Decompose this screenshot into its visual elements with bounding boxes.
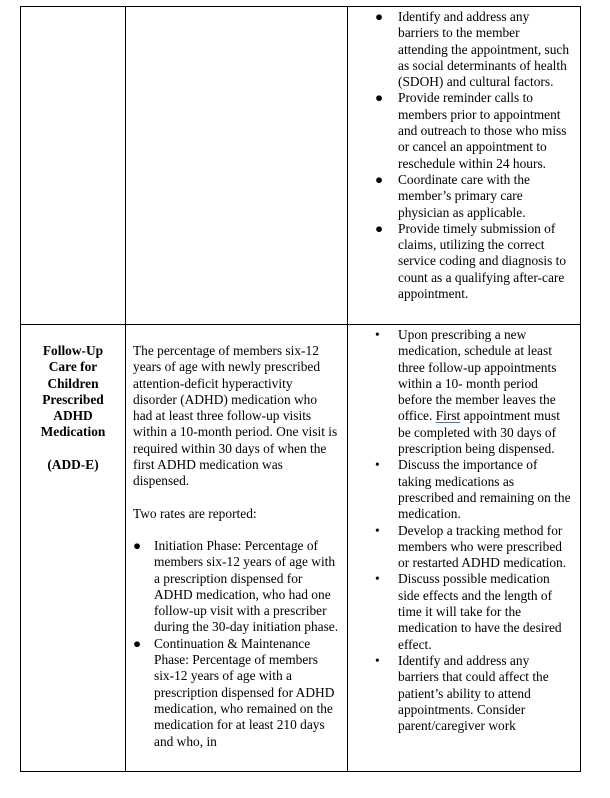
list-item: • Discuss possible medication side effects and the length of time it will take for the medication to have the desired effect. (375, 571, 562, 652)
rates-intro: Two rates are reported: (133, 505, 257, 521)
measure-name-cell (21, 325, 126, 772)
measure-name-line: ADHD (53, 408, 93, 424)
description-cell-empty (126, 7, 348, 325)
measure-cell-empty (21, 7, 126, 325)
measure-name-line: Medication (40, 424, 106, 440)
measure-abbreviation: (ADD-E) (47, 456, 99, 472)
measure-name-line: Prescribed (42, 391, 104, 407)
measure-description: The percentage of members six-12 years of age with newly prescribed attention-deficit hyperactivity disorder (ADHD) medication who had at least three follow-up visits within a 10-month period. One visit is required within 30 days of when the first ADHD medication was dispensed. (133, 343, 338, 489)
recommendations-list (375, 9, 572, 302)
list-item: ● Coordinate care with the member’s primary care physician as applicable. (375, 171, 530, 220)
list-item: • Discuss the importance of taking medications as prescribed and remaining on the medication. (375, 457, 571, 522)
list-item: ● Provide reminder calls to members prior to appointment and outreach to those who miss or cancel an appointment to reschedule within 24 hours. (375, 90, 567, 171)
measure-name-line: Care for (48, 359, 98, 375)
recommendations-list (375, 327, 572, 734)
table-row (21, 325, 581, 772)
hedis-measures-table (20, 6, 581, 772)
list-item: • Develop a tracking method for members who were prescribed or restarted ADHD medication. (375, 522, 567, 571)
list-item: ● Identify and address any barriers to the member attending the appointment, such as social determinants of health (SDOH) and cultural factors. (375, 9, 570, 90)
measure-name-line: Follow-Up (42, 343, 104, 358)
table-row (21, 7, 581, 325)
list-item: ● Provide timely submission of claims, utilizing the correct service coding and diagnosis to count as a qualifying after-care appointment. (375, 220, 567, 302)
recommendations-cell (348, 7, 581, 325)
recommendations-cell (348, 325, 581, 772)
rates-list (133, 538, 339, 750)
measure-name-line: Children (47, 375, 99, 391)
list-item: • Identify and address any barriers that could affect the patient’s ability to attend appointments. Consider parent/caregiver work (375, 652, 549, 734)
list-item: ● Continuation & Maintenance Phase: Percentage of members six-12 years of age with a prescription dispensed for ADHD medication, who remained on the medication for at least 210 days and who, in (133, 635, 335, 749)
list-item: ● Initiation Phase: Percentage of members six-12 years of age with a prescription dispensed for ADHD medication, who had one follow-up visit with a prescriber during the 30-day initiation phase. (133, 537, 339, 635)
list-item: • Upon prescribing a new medication, schedule at least three follow-up appointments within a 10- month period before the member leaves the office. First appointment must be completed with 30 days of prescription being dispensed. (375, 327, 560, 457)
description-cell (126, 325, 348, 772)
